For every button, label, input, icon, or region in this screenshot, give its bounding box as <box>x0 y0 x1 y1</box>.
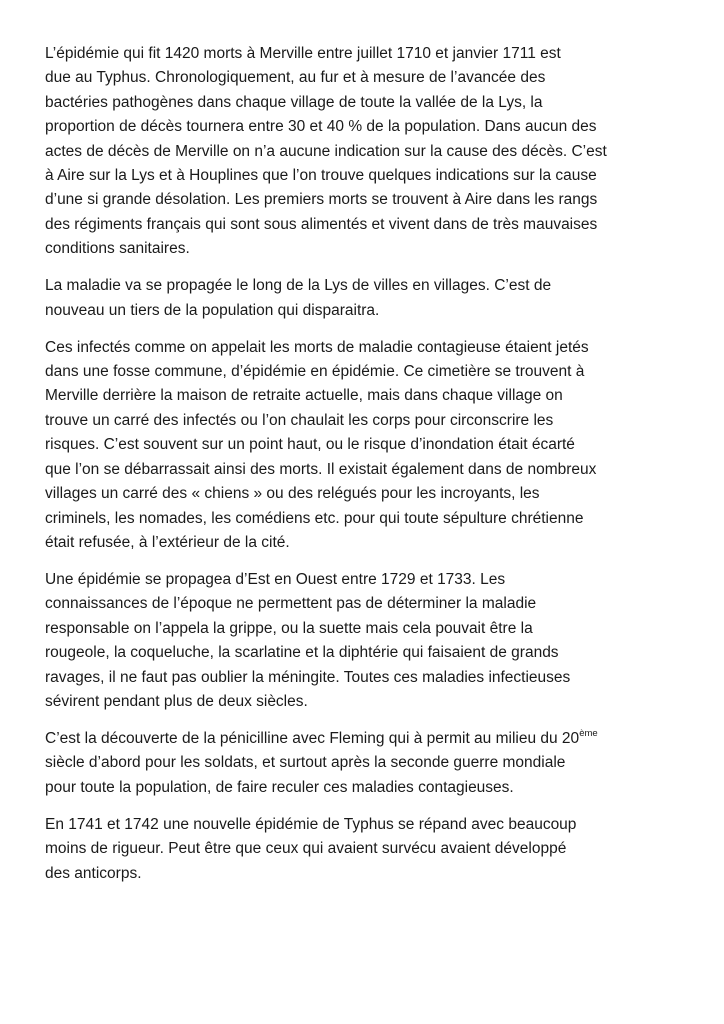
text-line: était refusée, à l’extérieur de la cité. <box>45 533 290 551</box>
paragraph-infectes <box>45 336 685 556</box>
text-line: ravages, il ne faut pas oublier la méningite. Toutes ces maladies infectieuses <box>45 668 571 686</box>
paragraph-epidemie-1729 <box>45 568 685 714</box>
text-line: responsable on l’appela la grippe, ou la suette mais cela pouvait être la <box>45 619 533 637</box>
text-line: que l’on se débarrassait ainsi des morts. Il existait également dans de nombreux <box>45 460 597 478</box>
text-line: villages un carré des « chiens » ou des relégués pour les incroyants, les <box>45 485 540 503</box>
text-line: bactéries pathogènes dans chaque village de toute la vallée de la Lys, la <box>45 93 543 111</box>
text-line: à Aire sur la Lys et à Houplines que l’on trouve quelques indications sur la cause <box>45 167 597 185</box>
text-line: L’épidémie qui fit 1420 morts à Merville entre juillet 1710 et janvier 1711 est <box>45 45 561 62</box>
document-body <box>45 42 685 899</box>
text-line: conditions sanitaires. <box>45 240 190 258</box>
text-line: proportion de décès tournera entre 30 et 40 % de la population. Dans aucun des <box>45 118 597 136</box>
text-line: Une épidémie se propagea d’Est en Ouest entre 1729 et 1733. Les <box>45 570 506 588</box>
text-line: d’une si grande désolation. Les premiers morts se trouvent à Aire dans les rangs <box>45 191 598 209</box>
text-line: connaissances de l’époque ne permettent pas de déterminer la maladie <box>45 595 537 613</box>
text-line: siècle d’abord pour les soldats, et surtout après la seconde guerre mondiale <box>45 754 566 772</box>
paragraph-spread-lys <box>45 274 685 323</box>
superscript-ordinal: ème <box>579 727 598 739</box>
text-line <box>45 727 685 751</box>
text-line: En 1741 et 1742 une nouvelle épidémie de Typhus se répand avec beaucoup <box>45 815 577 833</box>
paragraph-typhus-1710 <box>45 42 685 262</box>
text-line: actes de décès de Merville on n’a aucune indication sur la cause des décès. C’est <box>45 142 607 160</box>
text-line: des régiments français qui sont sous alimentés et vivent dans de très mauvaises <box>45 215 598 233</box>
text-line: due au Typhus. Chronologiquement, au fur et à mesure de l’avancée des <box>45 69 546 87</box>
text-line: pour toute la population, de faire reculer ces maladies contagieuses. <box>45 778 514 796</box>
text-line: rougeole, la coqueluche, la scarlatine et la diphtérie qui faisaient de grands <box>45 644 559 662</box>
text-line: trouve un carré des infectés ou l’on chaulait les corps pour circonscrire les <box>45 411 554 429</box>
text-line: dans une fosse commune, d’épidémie en épidémie. Ce cimetière se trouvent à <box>45 363 585 381</box>
paragraph-penicilline <box>45 727 685 800</box>
paragraph-typhus-1741 <box>45 813 685 886</box>
text-line: La maladie va se propagée le long de la Lys de villes en villages. C’est de <box>45 277 552 295</box>
text-line: nouveau un tiers de la population qui disparaitra. <box>45 301 380 319</box>
text-line: moins de rigueur. Peut être que ceux qui avaient survécu avaient développé <box>45 840 567 858</box>
text-line: criminels, les nomades, les comédiens etc. pour qui toute sépulture chrétienne <box>45 509 584 527</box>
text-line: des anticorps. <box>45 864 142 882</box>
text-fragment: C’est la découverte de la pénicilline avec Fleming qui à permit au milieu du 20 <box>45 729 580 747</box>
text-line: Merville derrière la maison de retraite actuelle, mais dans chaque village on <box>45 387 563 405</box>
text-line: risques. C’est souvent sur un point haut, ou le risque d’inondation était écarté <box>45 436 575 454</box>
text-line: Ces infectés comme on appelait les morts de maladie contagieuse étaient jetés <box>45 338 589 356</box>
text-line: sévirent pendant plus de deux siècles. <box>45 692 308 710</box>
